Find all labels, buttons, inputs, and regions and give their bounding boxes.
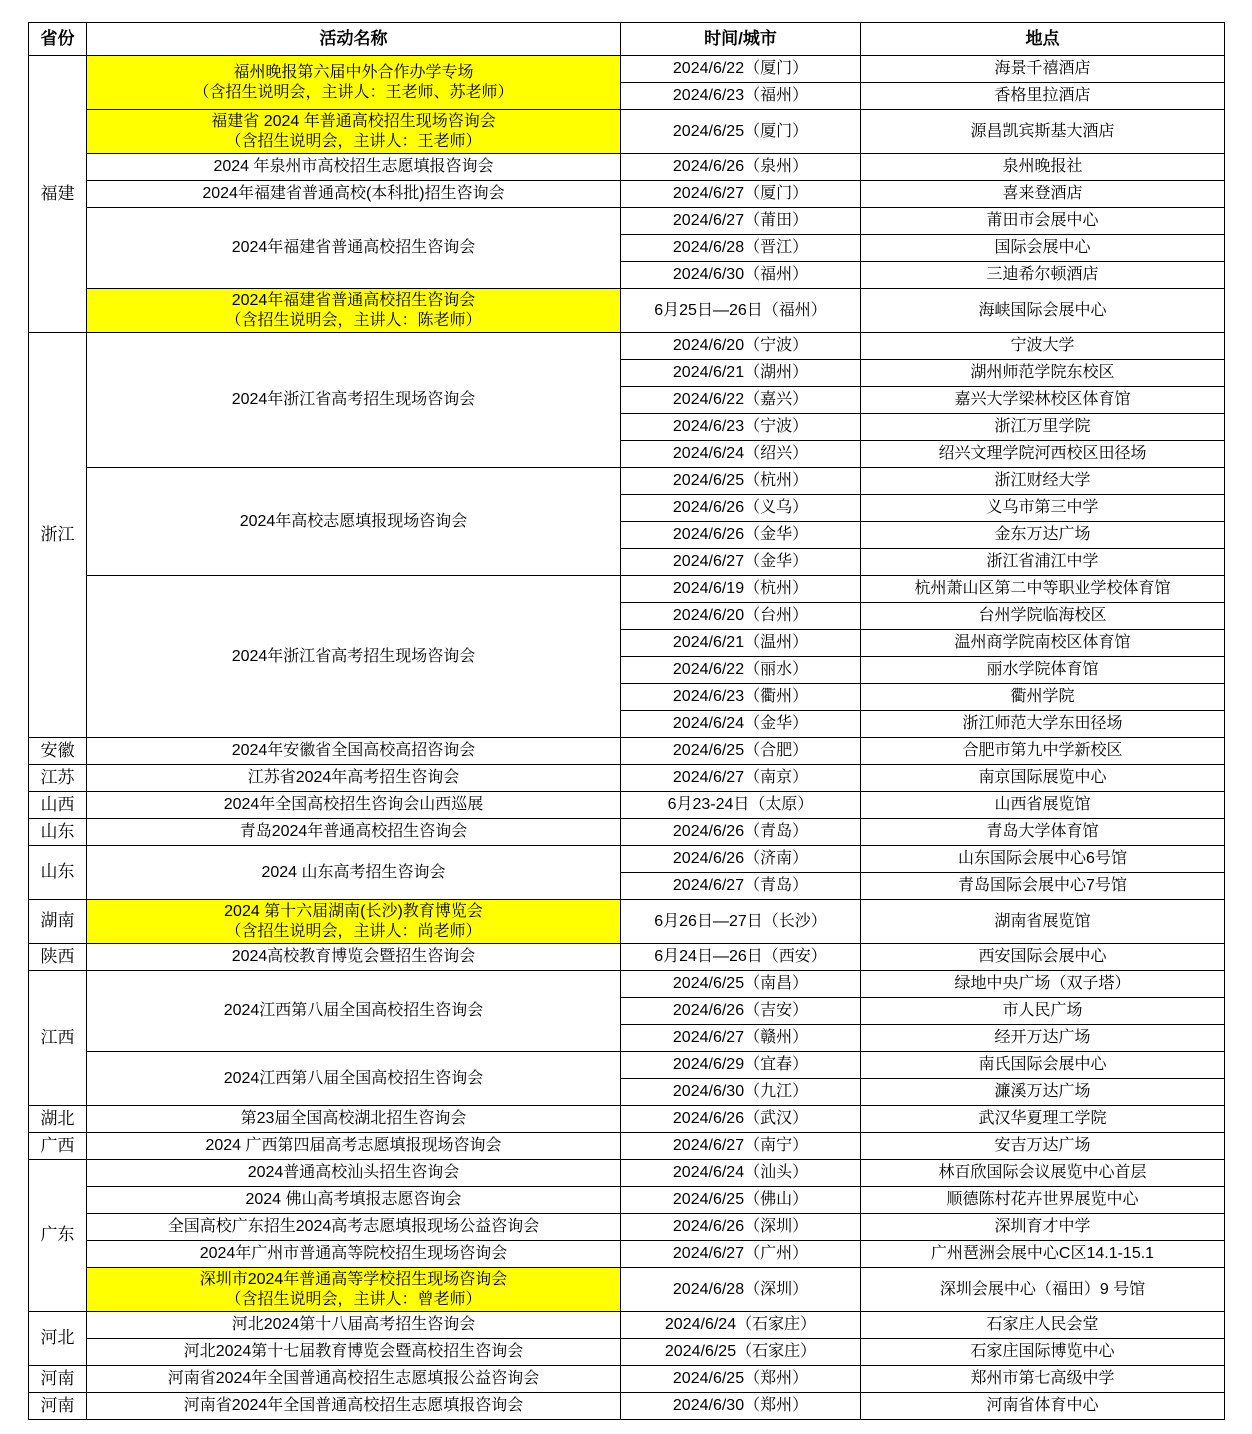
place-cell: 南京国际展览中心 (861, 765, 1225, 792)
activity-line: 深圳市2024年普通高等学校招生现场咨询会 (199, 1271, 508, 1289)
time-city-cell: 2024/6/27（南宁） (621, 1133, 861, 1160)
place-cell: 青岛国际会展中心7号馆 (861, 873, 1225, 900)
place-cell: 绍兴文理学院河西校区田径场 (861, 441, 1225, 468)
column-header-activity: 活动名称 (87, 23, 621, 56)
time-city-cell: 2024/6/26（泉州） (621, 154, 861, 181)
place-cell: 山西省展览馆 (861, 792, 1225, 819)
place-cell: 市人民广场 (861, 998, 1225, 1025)
table-row (29, 289, 1225, 333)
place-cell: 浙江财经大学 (861, 468, 1225, 495)
table-row (29, 576, 1225, 603)
table-row (29, 792, 1225, 819)
time-city-cell: 2024/6/27（莆田） (621, 208, 861, 235)
activity-cell: 2024年广州市普通高等院校招生现场咨询会 (87, 1241, 621, 1268)
time-city-cell: 2024/6/29（宜春） (621, 1052, 861, 1079)
time-city-cell: 2024/6/25（杭州） (621, 468, 861, 495)
activity-line: （含招生说明会，主讲人：王老师、苏老师） (193, 83, 514, 101)
time-city-cell: 6月23-24日（太原） (621, 792, 861, 819)
province-cell: 江苏 (29, 765, 87, 792)
place-cell: 温州商学院南校区体育馆 (861, 630, 1225, 657)
table-row (29, 208, 1225, 235)
table-row (29, 1160, 1225, 1187)
time-city-cell: 2024/6/26（吉安） (621, 998, 861, 1025)
time-city-cell: 2024/6/21（湖州） (621, 360, 861, 387)
time-city-cell: 2024/6/26（深圳） (621, 1214, 861, 1241)
place-cell: 石家庄人民会堂 (861, 1312, 1225, 1339)
place-cell: 杭州萧山区第二中等职业学校体育馆 (861, 576, 1225, 603)
time-city-cell: 2024/6/24（绍兴） (621, 441, 861, 468)
place-cell: 浙江万里学院 (861, 414, 1225, 441)
table-row (29, 1339, 1225, 1366)
activity-cell (87, 289, 621, 333)
province-cell: 福建 (29, 56, 87, 333)
column-header-province: 省份 (29, 23, 87, 56)
province-cell: 河南 (29, 1393, 87, 1420)
place-cell: 濂溪万达广场 (861, 1079, 1225, 1106)
activity-cell: 江苏省2024年高考招生咨询会 (87, 765, 621, 792)
time-city-cell: 2024/6/25（厦门） (621, 110, 861, 154)
time-city-cell: 2024/6/26（武汉） (621, 1106, 861, 1133)
table-header (29, 23, 1225, 56)
activity-line: 福州晚报第六届中外合作办学专场 (233, 63, 474, 81)
time-city-cell: 2024/6/26（济南） (621, 846, 861, 873)
time-city-cell: 2024/6/20（宁波） (621, 333, 861, 360)
place-cell: 浙江省浦江中学 (861, 549, 1225, 576)
activity-line: （含招生说明会，主讲人：陈老师） (225, 311, 482, 329)
table-row (29, 944, 1225, 971)
place-cell: 青岛大学体育馆 (861, 819, 1225, 846)
time-city-cell: 2024/6/27（青岛） (621, 873, 861, 900)
activity-line: 福建省 2024 年普通高校招生现场咨询会 (211, 113, 496, 130)
table-row (29, 1312, 1225, 1339)
province-cell: 山东 (29, 819, 87, 846)
place-cell: 嘉兴大学梁林校区体育馆 (861, 387, 1225, 414)
place-cell: 喜来登酒店 (861, 181, 1225, 208)
table-row (29, 333, 1225, 360)
activity-line: （含招生说明会，主讲人：曾老师） (225, 1290, 482, 1308)
column-header-time-city: 时间/城市 (621, 23, 861, 56)
place-cell: 海景千禧酒店 (861, 56, 1225, 83)
time-city-cell: 2024/6/23（宁波） (621, 414, 861, 441)
time-city-cell: 2024/6/25（南昌） (621, 971, 861, 998)
time-city-cell: 2024/6/30（福州） (621, 262, 861, 289)
table-row (29, 738, 1225, 765)
place-cell: 西安国际会展中心 (861, 944, 1225, 971)
activity-cell: 2024普通高校汕头招生咨询会 (87, 1160, 621, 1187)
time-city-cell: 2024/6/28（晋江） (621, 235, 861, 262)
table-row (29, 1366, 1225, 1393)
header-row (29, 23, 1225, 56)
place-cell: 衢州学院 (861, 684, 1225, 711)
time-city-cell: 2024/6/22（嘉兴） (621, 387, 861, 414)
activity-cell: 河北2024第十八届高考招生咨询会 (87, 1312, 621, 1339)
activity-cell: 2024 山东高考招生咨询会 (87, 846, 621, 900)
activity-cell (87, 110, 621, 154)
time-city-cell: 2024/6/30（郑州） (621, 1393, 861, 1420)
time-city-cell: 2024/6/25（合肥） (621, 738, 861, 765)
time-city-cell: 2024/6/20（台州） (621, 603, 861, 630)
time-city-cell: 2024/6/27（金华） (621, 549, 861, 576)
place-cell: 国际会展中心 (861, 235, 1225, 262)
place-cell: 郑州市第七高级中学 (861, 1366, 1225, 1393)
admissions-schedule-table (28, 22, 1225, 1420)
province-cell: 广西 (29, 1133, 87, 1160)
activity-cell: 全国高校广东招生2024高考志愿填报现场公益咨询会 (87, 1214, 621, 1241)
activity-cell: 2024高校教育博览会暨招生咨询会 (87, 944, 621, 971)
table-row (29, 468, 1225, 495)
table-row (29, 971, 1225, 998)
table-body (29, 56, 1225, 1420)
place-cell: 源昌凯宾斯基大酒店 (861, 110, 1225, 154)
place-cell: 义乌市第三中学 (861, 495, 1225, 522)
province-cell: 湖南 (29, 900, 87, 944)
activity-line: 2024年福建省普通高校招生咨询会 (231, 292, 476, 310)
place-cell: 丽水学院体育馆 (861, 657, 1225, 684)
table-row (29, 846, 1225, 873)
time-city-cell: 6月24日—26日（西安） (621, 944, 861, 971)
time-city-cell: 2024/6/27（赣州） (621, 1025, 861, 1052)
time-city-cell: 2024/6/22（厦门） (621, 56, 861, 83)
table-row (29, 1393, 1225, 1420)
province-cell: 河北 (29, 1312, 87, 1366)
time-city-cell: 2024/6/27（广州） (621, 1241, 861, 1268)
time-city-cell: 2024/6/27（厦门） (621, 181, 861, 208)
table-row (29, 1214, 1225, 1241)
province-cell: 广东 (29, 1160, 87, 1312)
time-city-cell: 2024/6/26（义乌） (621, 495, 861, 522)
place-cell: 顺德陈村花卉世界展览中心 (861, 1187, 1225, 1214)
column-header-place: 地点 (861, 23, 1225, 56)
time-city-cell: 2024/6/22（丽水） (621, 657, 861, 684)
time-city-cell: 2024/6/21（温州） (621, 630, 861, 657)
time-city-cell: 2024/6/24（石家庄） (621, 1312, 861, 1339)
place-cell: 台州学院临海校区 (861, 603, 1225, 630)
place-cell: 莆田市会展中心 (861, 208, 1225, 235)
place-cell: 河南省体育中心 (861, 1393, 1225, 1420)
place-cell: 安吉万达广场 (861, 1133, 1225, 1160)
activity-cell (87, 900, 621, 944)
place-cell: 海峡国际会展中心 (861, 289, 1225, 333)
table-row (29, 1187, 1225, 1214)
table-row (29, 1106, 1225, 1133)
time-city-cell: 2024/6/24（汕头） (621, 1160, 861, 1187)
time-city-cell: 6月25日—26日（福州） (621, 289, 861, 333)
time-city-cell: 2024/6/26（青岛） (621, 819, 861, 846)
place-cell: 武汉华夏理工学院 (861, 1106, 1225, 1133)
table-row (29, 1268, 1225, 1312)
province-cell: 江西 (29, 971, 87, 1106)
time-city-cell: 2024/6/19（杭州） (621, 576, 861, 603)
place-cell: 林百欣国际会议展览中心首层 (861, 1160, 1225, 1187)
place-cell: 山东国际会展中心6号馆 (861, 846, 1225, 873)
place-cell: 经开万达广场 (861, 1025, 1225, 1052)
time-city-cell: 2024/6/23（衢州） (621, 684, 861, 711)
place-cell: 湖州师范学院东校区 (861, 360, 1225, 387)
place-cell: 湖南省展览馆 (861, 900, 1225, 944)
time-city-cell: 2024/6/24（金华） (621, 711, 861, 738)
activity-cell: 2024年安徽省全国高校高招咨询会 (87, 738, 621, 765)
table-row (29, 181, 1225, 208)
activity-cell: 河南省2024年全国普通高校招生志愿填报公益咨询会 (87, 1366, 621, 1393)
time-city-cell: 2024/6/28（深圳） (621, 1268, 861, 1312)
place-cell: 合肥市第九中学新校区 (861, 738, 1225, 765)
province-cell: 湖北 (29, 1106, 87, 1133)
place-cell: 绿地中央广场（双子塔） (861, 971, 1225, 998)
table-row (29, 1133, 1225, 1160)
place-cell: 金东万达广场 (861, 522, 1225, 549)
activity-cell: 2024年全国高校招生咨询会山西巡展 (87, 792, 621, 819)
place-cell: 南氏国际会展中心 (861, 1052, 1225, 1079)
activity-cell: 2024 年泉州市高校招生志愿填报咨询会 (87, 154, 621, 181)
table-row (29, 900, 1225, 944)
table-row (29, 154, 1225, 181)
activity-line: （含招生说明会，主讲人：尚老师） (225, 922, 482, 940)
activity-cell: 2024 广西第四届高考志愿填报现场咨询会 (87, 1133, 621, 1160)
time-city-cell: 2024/6/25（石家庄） (621, 1339, 861, 1366)
place-cell: 浙江师范大学东田径场 (861, 711, 1225, 738)
activity-cell: 2024年浙江省高考招生现场咨询会 (87, 576, 621, 738)
time-city-cell: 2024/6/25（佛山） (621, 1187, 861, 1214)
table-row (29, 56, 1225, 83)
activity-cell: 2024年福建省普通高校招生咨询会 (87, 208, 621, 289)
province-cell: 安徽 (29, 738, 87, 765)
province-cell: 陕西 (29, 944, 87, 971)
activity-cell: 第23届全国高校湖北招生咨询会 (87, 1106, 621, 1133)
activity-cell: 2024年福建省普通高校(本科批)招生咨询会 (87, 181, 621, 208)
province-cell: 山西 (29, 792, 87, 819)
time-city-cell: 2024/6/27（南京） (621, 765, 861, 792)
time-city-cell: 6月26日—27日（长沙） (621, 900, 861, 944)
place-cell: 深圳会展中心（福田）9 号馆 (861, 1268, 1225, 1312)
province-cell: 河南 (29, 1366, 87, 1393)
activity-cell: 2024 佛山高考填报志愿咨询会 (87, 1187, 621, 1214)
place-cell: 深圳育才中学 (861, 1214, 1225, 1241)
activity-cell: 2024江西第八届全国高校招生咨询会 (87, 1052, 621, 1106)
activity-line: 2024 第十六届湖南(长沙)教育博览会 (224, 903, 483, 921)
place-cell: 石家庄国际博览中心 (861, 1339, 1225, 1366)
province-cell: 山东 (29, 846, 87, 900)
place-cell: 三迪希尔顿酒店 (861, 262, 1225, 289)
table-row (29, 819, 1225, 846)
activity-cell (87, 56, 621, 110)
activity-line: （含招生说明会，主讲人：王老师） (225, 132, 482, 150)
place-cell: 泉州晚报社 (861, 154, 1225, 181)
province-cell: 浙江 (29, 333, 87, 738)
activity-cell: 河南省2024年全国普通高校招生志愿填报咨询会 (87, 1393, 621, 1420)
place-cell: 宁波大学 (861, 333, 1225, 360)
table-row (29, 1241, 1225, 1268)
table-row (29, 110, 1225, 154)
activity-cell: 2024年高校志愿填报现场咨询会 (87, 468, 621, 576)
activity-cell (87, 1268, 621, 1312)
time-city-cell: 2024/6/25（郑州） (621, 1366, 861, 1393)
place-cell: 香格里拉酒店 (861, 83, 1225, 110)
time-city-cell: 2024/6/26（金华） (621, 522, 861, 549)
time-city-cell: 2024/6/23（福州） (621, 83, 861, 110)
activity-cell: 河北2024第十七届教育博览会暨高校招生咨询会 (87, 1339, 621, 1366)
place-cell: 广州琶洲会展中心C区14.1-15.1 (861, 1241, 1225, 1268)
activity-cell: 青岛2024年普通高校招生咨询会 (87, 819, 621, 846)
time-city-cell: 2024/6/30（九江） (621, 1079, 861, 1106)
activity-cell: 2024年浙江省高考招生现场咨询会 (87, 333, 621, 468)
table-row (29, 1052, 1225, 1079)
table-row (29, 765, 1225, 792)
activity-cell: 2024江西第八届全国高校招生咨询会 (87, 971, 621, 1052)
